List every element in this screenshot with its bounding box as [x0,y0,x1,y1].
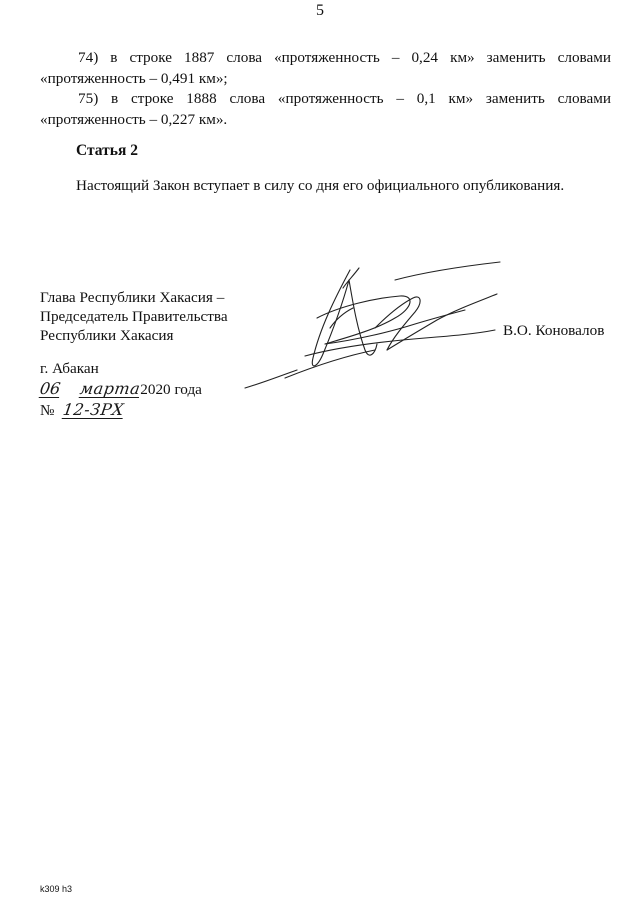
law-number [40,400,123,420]
signatory-title-line: Республики Хакасия [40,327,174,344]
place-of-signing: г. Абакан [40,360,99,377]
date-year: 2020 года [140,381,202,398]
signatory-title-line: Председатель Правительства [40,308,228,325]
signer-name: В.О. Коновалов [503,322,605,339]
signatory-title-line: Глава Республики Хакасия – [40,289,225,306]
article-heading: Статья 2 [76,142,138,159]
handwritten-day: 06 [38,379,62,398]
signatory-title [40,288,228,345]
handwritten-month: марта [78,379,142,398]
law-number-prefix: № [40,402,55,419]
signing-date [40,379,202,399]
footer-code: k309 h3 [40,884,73,894]
article-text: Настоящий Закон вступает в силу со дня его официального опубликования. [76,177,565,194]
handwritten-law-number: 12-ЗРХ [61,400,125,419]
amendment-item-75: 75) в строке 1888 слова «протяженность – 0,1 км» заменить словами «протяженность – 0,227 км». [40,90,611,128]
page-number: 5 [316,2,324,19]
amendment-item-74: 74) в строке 1887 слова «протяженность – 0,24 км» заменить словами «протяженность – 0,491 км»; [40,49,611,87]
handwritten-signature [225,258,505,398]
